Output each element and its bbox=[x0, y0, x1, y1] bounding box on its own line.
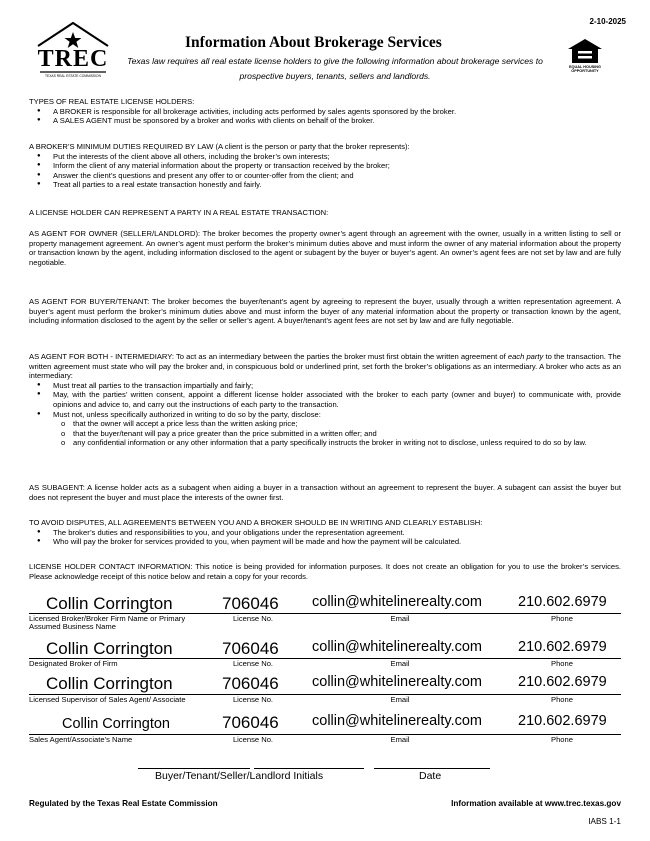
footer-info: Information available at www.trec.texas.gov bbox=[451, 799, 621, 808]
list-item: ● Treat all parties to a real estate transaction honestly and fairly. bbox=[29, 180, 621, 190]
intermediary-emphasis: each party bbox=[507, 352, 544, 361]
list-item: ● Must not, unless specifically authorized in writing to do so by the party, disclose: bbox=[29, 410, 621, 420]
initials-line-2[interactable] bbox=[254, 768, 364, 769]
broker-role-caption: Licensed Broker/Broker Firm Name or Primary Assumed Business Name bbox=[29, 614, 186, 632]
list-item: ● Put the interests of the client above all others, including the broker’s own interests; bbox=[29, 152, 621, 162]
form-id: IABS 1-1 bbox=[588, 817, 621, 826]
list-item: ● May, with the parties’ written consent, appoint a different license holder associated with the broker to each party (owner and buyer) to communicate with, provide opinions and advice to, and carry out the instructions of each party to the transaction. bbox=[29, 390, 621, 409]
duties-section bbox=[29, 142, 621, 190]
signature-line bbox=[29, 658, 621, 659]
initials-label: Buyer/Tenant/Seller/Landlord Initials bbox=[155, 770, 324, 782]
duties-heading: A BROKER’S MINIMUM DUTIES REQUIRED BY LAW (A client is the person or party that the broker represents): bbox=[29, 142, 410, 151]
trec-logo-text: TREC bbox=[37, 46, 109, 72]
subagent-paragraph: AS SUBAGENT: A license holder acts as a subagent when aiding a buyer in a transaction without an agreement to represent the buyer. A subagent can assist the buyer but does not represent the buyer and must place the interests of the owner first. bbox=[29, 483, 621, 502]
represent-heading: A LICENSE HOLDER CAN REPRESENT A PARTY IN A REAL ESTATE TRANSACTION: bbox=[29, 208, 329, 217]
sub-list-item: o that the buyer/tenant will pay a price greater than the price submitted in a written offer; and bbox=[29, 429, 621, 439]
disputes-list bbox=[29, 528, 621, 547]
intermediary-text-a: AS AGENT FOR BOTH - INTERMEDIARY: To act as an intermediary between the parties the broker must first obtain the written agreement of bbox=[29, 352, 508, 361]
license-caption: License No. bbox=[232, 614, 274, 623]
designated-broker-email-field[interactable]: collin@whitelinerealty.com bbox=[312, 639, 482, 655]
phone-caption: Phone bbox=[551, 695, 573, 704]
list-item: ● Must treat all parties to the transaction impartially and fairly; bbox=[29, 381, 621, 391]
supervisor-phone-field[interactable]: 210.602.6979 bbox=[518, 674, 607, 690]
sub-list-item: o any confidential information or any other information that a party specifically instructs the broker in writing not to disclose, unless required to do so by law. bbox=[29, 438, 621, 448]
types-list bbox=[29, 107, 621, 126]
intermediary-section bbox=[29, 352, 621, 448]
designated-broker-phone-field[interactable]: 210.602.6979 bbox=[518, 639, 607, 655]
list-item: ● A BROKER is responsible for all brokerage activities, including acts performed by sales agents sponsored by the broker. bbox=[29, 107, 621, 117]
intermediary-text-b: to the transaction. The written agreement must state who will pay the broker and, in conspicuous bold or underlined print, set forth the broker’s obligations as an intermediary. A broker who acts as an intermediary: bbox=[29, 352, 621, 381]
license-caption: License No. bbox=[232, 659, 274, 668]
buyer-agent-paragraph: AS AGENT FOR BUYER/TENANT: The broker becomes the buyer/tenant’s agent by agreeing to represent the buyer, usually through a written representation agreement. A buyer’s agent must perform the broker’s minimum duties above and must inform the buyer of any material information about the property or transaction known by the agent, including information disclosed to the agent by the seller or seller’s agent. A buyer/tenant’s agent fees are not set by law and are fully negotiable. bbox=[29, 297, 621, 326]
disputes-heading: TO AVOID DISPUTES, ALL AGREEMENTS BETWEEN YOU AND A BROKER SHOULD BE IN WRITING AND CLEARLY ESTABLISH: bbox=[29, 518, 483, 527]
broker-email-field[interactable]: collin@whitelinerealty.com bbox=[312, 594, 482, 610]
sales-agent-license-field[interactable]: 706046 bbox=[222, 713, 279, 732]
sales-agent-name-field[interactable]: Collin Corrington bbox=[62, 716, 170, 732]
email-caption: Email bbox=[390, 614, 410, 623]
list-item: ● Who will pay the broker for services provided to you, when payment will be made and how the payment will be calculated. bbox=[29, 537, 621, 547]
form-date: 2-10-2025 bbox=[589, 17, 626, 26]
list-item: ● The broker’s duties and responsibilities to you, and your obligations under the representation agreement. bbox=[29, 528, 621, 538]
footer-regulated: Regulated by the Texas Real Estate Commission bbox=[29, 799, 218, 808]
owner-agent-paragraph: AS AGENT FOR OWNER (SELLER/LANDLORD): The broker becomes the property owner’s agent through an agreement with the owner, usually in a written listing to sell or property management agreement. An owner’s agent must perform the broker’s minimum duties above and must inform the owner of any material information about the property or transaction known by the agent, including information disclosed to the agent or subagent by the buyer or buyer’s agent. An owner’s agent fees are not set by law and are fully negotiable. bbox=[29, 229, 621, 267]
intermediary-list bbox=[29, 381, 621, 419]
page-subtitle: Texas law requires all real estate license holders to give the following information about brokerage services to prospective buyers, tenants, sellers and landlords. bbox=[127, 56, 543, 81]
license-caption: License No. bbox=[232, 695, 274, 704]
list-item: ● Answer the client’s questions and present any offer to or counter-offer from the client; and bbox=[29, 171, 621, 181]
list-item: ● A SALES AGENT must be sponsored by a broker and works with clients on behalf of the broker. bbox=[29, 116, 621, 126]
initials-line-1[interactable] bbox=[138, 768, 250, 769]
broker-license-field[interactable]: 706046 bbox=[222, 594, 279, 613]
trec-logo bbox=[34, 20, 112, 80]
designated-broker-name-field[interactable]: Collin Corrington bbox=[46, 639, 173, 658]
broker-name-field[interactable]: Collin Corrington bbox=[46, 594, 173, 613]
license-caption: License No. bbox=[232, 735, 274, 744]
designated-broker-role-caption: Designated Broker of Firm bbox=[29, 659, 118, 668]
disputes-section bbox=[29, 518, 621, 547]
equal-housing-text: EQUAL HOUSING OPPORTUNITY bbox=[569, 65, 601, 74]
supervisor-name-field[interactable]: Collin Corrington bbox=[46, 674, 173, 693]
date-line[interactable] bbox=[374, 768, 490, 769]
phone-caption: Phone bbox=[551, 659, 573, 668]
phone-caption: Phone bbox=[551, 614, 573, 623]
types-heading: TYPES OF REAL ESTATE LICENSE HOLDERS: bbox=[29, 97, 195, 106]
broker-phone-field[interactable]: 210.602.6979 bbox=[518, 594, 607, 610]
intermediary-sublist bbox=[29, 419, 621, 448]
sales-agent-role-caption: Sales Agent/Associate’s Name bbox=[29, 735, 133, 744]
trec-logo-subtext: TEXAS REAL ESTATE COMMISSION bbox=[45, 74, 101, 78]
types-section bbox=[29, 97, 621, 126]
sales-agent-phone-field[interactable]: 210.602.6979 bbox=[518, 713, 607, 729]
designated-broker-license-field[interactable]: 706046 bbox=[222, 639, 279, 658]
supervisor-role-caption: Licensed Supervisor of Sales Agent/ Associate bbox=[29, 695, 186, 704]
supervisor-license-field[interactable]: 706046 bbox=[222, 674, 279, 693]
contact-intro: LICENSE HOLDER CONTACT INFORMATION: This notice is being provided for information purposes. It does not create an obligation for you to use the broker’s services. Please acknowledge receipt of this notice below and retain a copy for your records. bbox=[29, 562, 621, 581]
duties-list bbox=[29, 152, 621, 190]
page-title: Information About Brokerage Services bbox=[185, 34, 442, 51]
email-caption: Email bbox=[390, 735, 410, 744]
intermediary-paragraph bbox=[29, 352, 621, 381]
list-item: ● Inform the client of any material information about the property or transaction received by the broker; bbox=[29, 161, 621, 171]
phone-caption: Phone bbox=[551, 735, 573, 744]
email-caption: Email bbox=[390, 659, 410, 668]
supervisor-email-field[interactable]: collin@whitelinerealty.com bbox=[312, 674, 482, 690]
equal-housing-logo bbox=[563, 37, 607, 75]
date-label: Date bbox=[419, 770, 442, 782]
equal-housing-icon bbox=[563, 37, 607, 65]
sub-list-item: o that the owner will accept a price less than the written asking price; bbox=[29, 419, 621, 429]
sales-agent-email-field[interactable]: collin@whitelinerealty.com bbox=[312, 713, 482, 729]
email-caption: Email bbox=[390, 695, 410, 704]
